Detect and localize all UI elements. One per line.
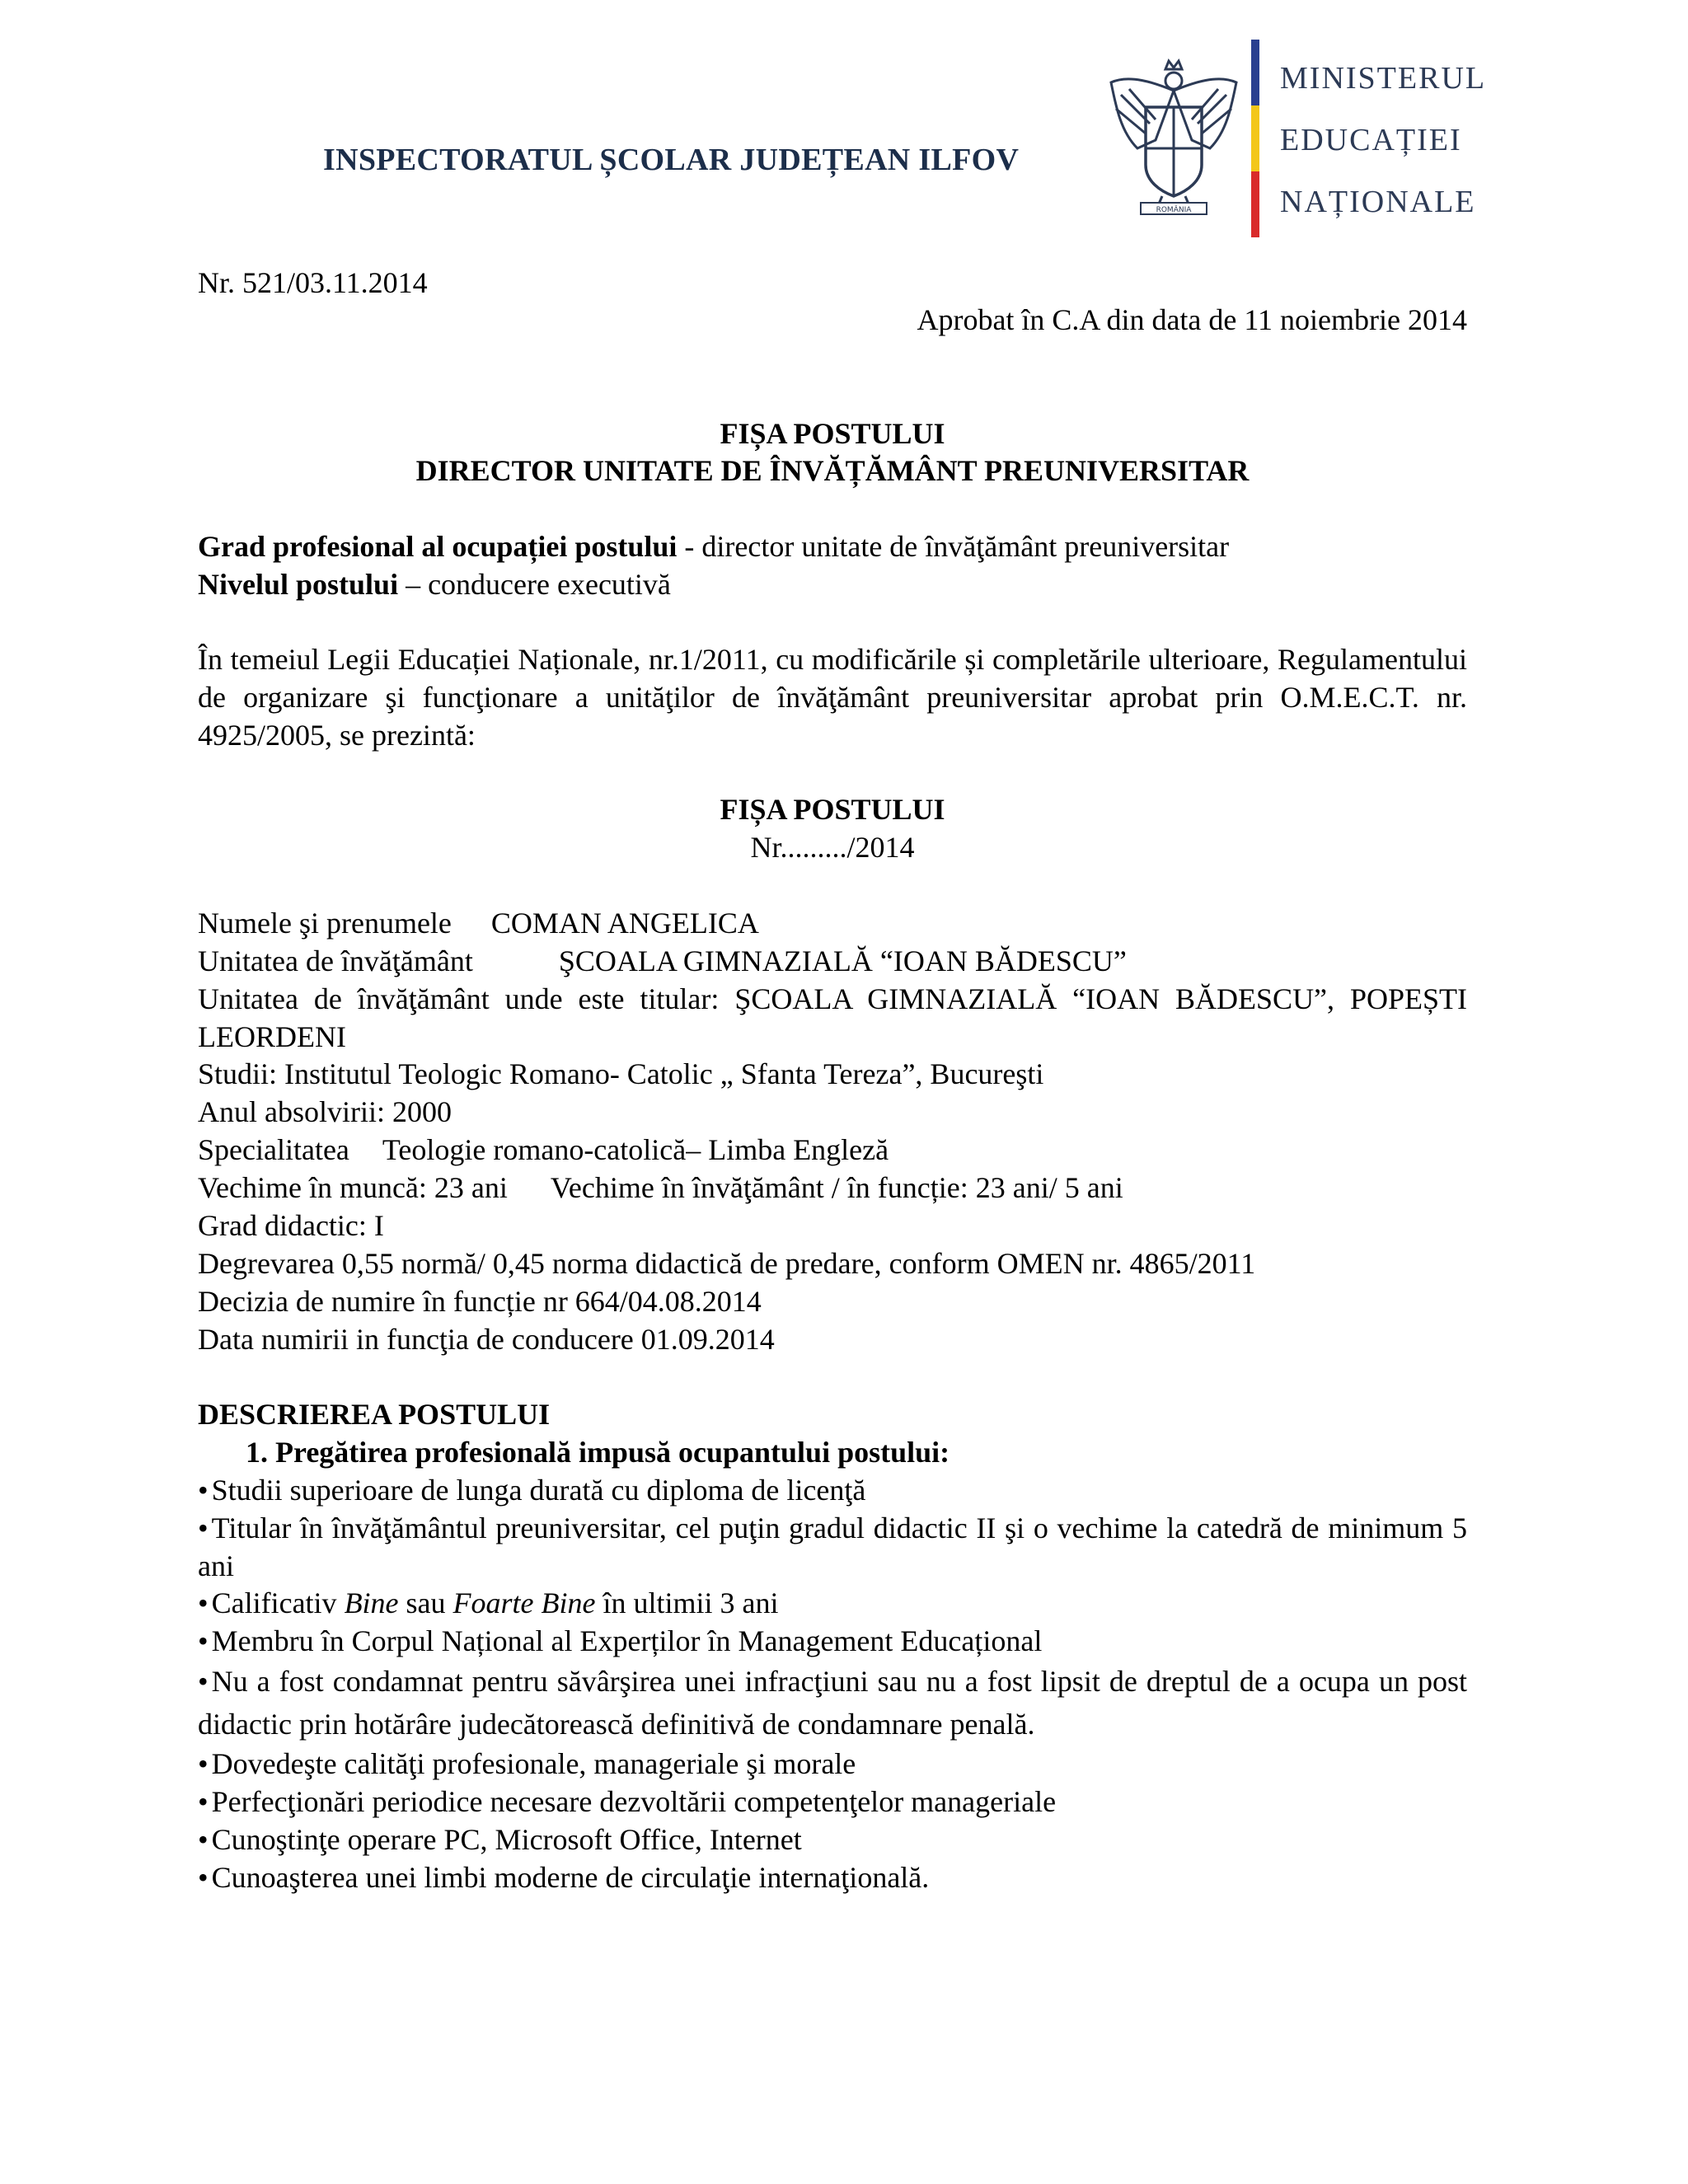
bullet: • — [198, 1665, 209, 1698]
seniority-teaching: Vechime în învăţământ / în funcție: 23 ani/ 5 ani — [550, 1171, 1123, 1204]
name-label: Numele şi prenumele — [198, 907, 452, 940]
description-heading: DESCRIEREA POSTULUI — [198, 1398, 551, 1431]
requirement-item: • Cunoştinţe operare PC, Microsoft Office, Internet — [198, 1823, 802, 1856]
bullet: • — [198, 1624, 209, 1657]
requirement-item: • Titular în învăţământul preuniversitar, cel puţin gradul didactic II şi o vechime la catedră de minimum 5 ani — [198, 1511, 1467, 1582]
requirement-item: • Membru în Corpul Național al Experților în Management Educațional — [198, 1624, 1043, 1657]
ministry-logo-text — [1280, 48, 1486, 233]
grade-label: Grad profesional al ocupației postului — [198, 530, 678, 563]
teaching-relief: Degrevarea 0,55 normă/ 0,45 norma didactică de predare, conform OMEN nr. 4865/2011 — [198, 1247, 1256, 1280]
specialty-row — [198, 1131, 889, 1169]
appointment-decision: Decizia de numire în funcție nr 664/04.08.2014 — [198, 1285, 762, 1318]
seniority-row — [198, 1169, 1123, 1207]
name-value: COMAN ANGELICA — [490, 907, 759, 940]
unit-label: Unitatea de învăţământ — [198, 944, 473, 977]
appointment-date: Data numirii in funcţia de conducere 01.09.2014 — [198, 1323, 775, 1356]
requirement-item: • Studii superioare de lunga durată cu diploma de licenţă — [198, 1474, 866, 1507]
document-title: FIȘA POSTULUI — [720, 417, 945, 450]
bullet: • — [198, 1861, 209, 1894]
level-label: Nivelul postului — [198, 568, 399, 601]
seniority-work: Vechime în muncă: 23 ani — [198, 1171, 508, 1204]
specialty-label: Specialitatea — [198, 1133, 349, 1166]
unit-value: ŞCOALA GIMNAZIALĂ “IOAN BĂDESCU” — [558, 944, 1127, 977]
bullet: • — [198, 1747, 209, 1780]
unit-row — [198, 942, 1127, 980]
bullet: • — [198, 1586, 209, 1619]
bullet: • — [198, 1785, 209, 1818]
level-value: – conducere executivă — [398, 568, 671, 601]
coat-banner-text: ROMÂNIA — [1156, 206, 1192, 214]
approval-note: Aprobat în C.A din data de 11 noiembrie 2014 — [917, 303, 1467, 336]
ministry-line-1: MINISTERUL — [1280, 61, 1487, 96]
requirement-item: • Dovedeşte calităţi profesionale, manageriale şi morale — [198, 1747, 856, 1780]
document-position-title: DIRECTOR UNITATE DE ÎNVĂȚĂMÂNT PREUNIVERSITAR — [415, 454, 1250, 487]
flag-blue-band — [1251, 40, 1259, 105]
job-sheet-title: FIȘA POSTULUI — [720, 793, 945, 826]
requirement-item: • Cunoaşterea unei limbi moderne de circulaţie internaţională. — [198, 1861, 930, 1894]
bullet: • — [198, 1511, 209, 1544]
employee-name-row — [198, 904, 759, 942]
document-number: Nr. 521/03.11.2014 — [198, 266, 428, 299]
grade-value: - director unitate de învăţământ preuniversitar — [677, 530, 1230, 563]
job-sheet-number: Nr........./2014 — [750, 831, 915, 864]
flag-red-band — [1251, 171, 1259, 237]
ministry-line-2: EDUCAȚIEI — [1280, 123, 1462, 157]
didactic-grade: Grad didactic: I — [198, 1209, 384, 1242]
inspectorate-name: INSPECTORATUL ȘCOLAR JUDEȚEAN ILFOV — [323, 143, 1020, 177]
professional-grade — [198, 527, 1229, 565]
flag-yellow-band — [1251, 105, 1259, 171]
position-level — [198, 565, 671, 603]
studies: Studii: Institutul Teologic Romano- Catolic „ Sfanta Tereza”, Bucureşti — [198, 1057, 1044, 1090]
bullet: • — [198, 1823, 209, 1856]
requirement-item: • Perfecţionări periodice necesare dezvoltării competenţelor manageriale — [198, 1785, 1057, 1818]
romania-coat-of-arms-icon — [1104, 58, 1243, 219]
titular-unit: Unitatea de învăţământ unde este titular: ŞCOALA GIMNAZIALĂ “IOAN BĂDESCU”, POPEȘTI LEORDENI — [198, 982, 1467, 1053]
bullet: • — [198, 1474, 209, 1507]
section-1-heading: 1. Pregătirea profesională impusă ocupantului postului: — [246, 1436, 950, 1469]
ministry-line-3: NAȚIONALE — [1280, 185, 1476, 219]
requirement-item: • Nu a fost condamnat pentru săvârşirea unei infracţiuni sau nu a fost lipsit de dreptul de a ocupa un post didactic prin hotărâre judecătorească definitivă de condamnare penală. — [198, 1665, 1467, 1741]
romania-flag-stripe — [1251, 40, 1259, 237]
graduation-year: Anul absolvirii: 2000 — [198, 1095, 452, 1128]
specialty-value: Teologie romano-catolică– Limba Engleză — [382, 1133, 889, 1166]
requirement-item-qualifier: • Calificativ Bine sau Foarte Bine în ultimii 3 ani — [198, 1586, 779, 1619]
legal-basis-paragraph: În temeiul Legii Educației Naționale, nr.1/2011, cu modificările și completările ulterioare, Regulamentului de organizare şi funcţionare a unităţilor de învăţământ preuniversitar aprobat prin O.M.E.C.T. nr. 4925/2005, se prezintă: — [198, 643, 1467, 752]
